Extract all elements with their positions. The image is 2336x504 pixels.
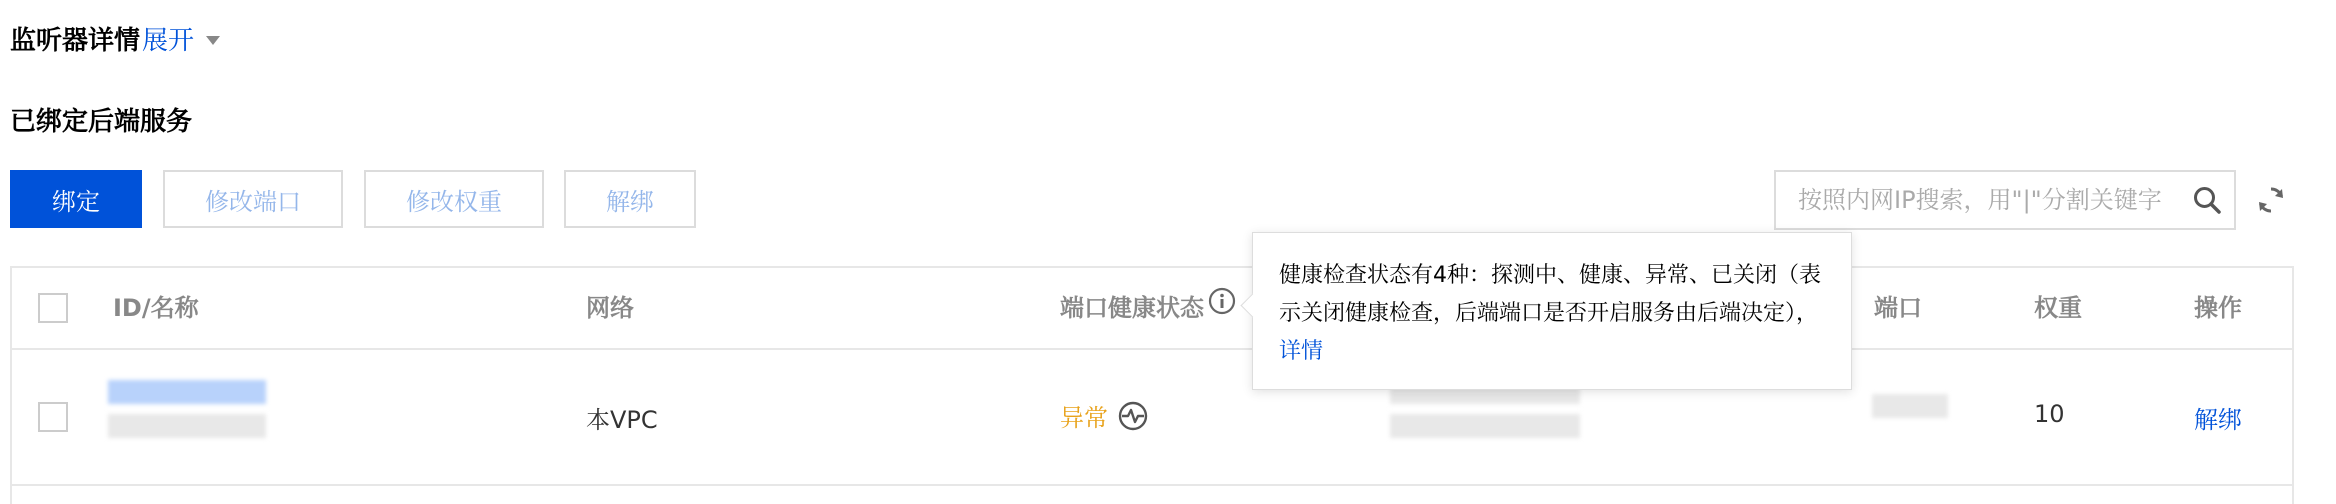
health-status-cell xyxy=(1060,398,1150,433)
column-port-health-label: 端口健康状态 xyxy=(1060,294,1204,322)
modify-weight-button[interactable]: 修改权重 xyxy=(364,170,544,228)
refresh-icon[interactable] xyxy=(2253,182,2289,218)
column-port: 端口 xyxy=(1874,294,1922,322)
redacted-instance-id[interactable] xyxy=(108,380,266,404)
modify-port-button[interactable]: 修改端口 xyxy=(163,170,343,228)
column-port-health xyxy=(1060,268,1236,348)
redacted-ip-line-2 xyxy=(1390,414,1580,438)
health-status-text: 异常 xyxy=(1060,404,1108,432)
expand-label: 展开 xyxy=(142,25,195,56)
redacted-port xyxy=(1872,394,1948,418)
redacted-instance-name xyxy=(108,414,266,438)
bind-button[interactable]: 绑定 xyxy=(10,170,142,228)
select-all-checkbox[interactable] xyxy=(38,293,68,323)
health-status-tooltip xyxy=(1252,232,1852,390)
column-action: 操作 xyxy=(2194,294,2242,322)
table-row xyxy=(12,350,2292,486)
heartbeat-icon xyxy=(1116,399,1150,433)
column-id-name: ID/名称 xyxy=(113,294,199,322)
search-input[interactable] xyxy=(1796,171,2180,229)
tooltip-text: 健康检查状态有4种：探测中、健康、异常、已关闭（表示关闭健康检查，后端端口是否开启服务由后端决定）， xyxy=(1279,263,1821,326)
table-header xyxy=(12,268,2292,350)
listener-details-header xyxy=(10,16,220,60)
listener-details-title: 监听器详情 xyxy=(10,25,141,56)
tooltip-details-link[interactable]: 详情 xyxy=(1279,339,1324,364)
bound-backend-title: 已绑定后端服务 xyxy=(10,107,193,137)
backend-table xyxy=(10,266,2294,504)
caret-down-icon xyxy=(206,36,220,45)
search-box xyxy=(1774,170,2236,230)
column-weight: 权重 xyxy=(2034,294,2082,322)
weight-cell: 10 xyxy=(2034,400,2065,428)
unbind-button[interactable]: 解绑 xyxy=(564,170,696,228)
search-icon[interactable] xyxy=(2180,172,2234,228)
row-checkbox[interactable] xyxy=(38,402,68,432)
info-icon[interactable] xyxy=(1208,267,1236,347)
row-unbind-link[interactable]: 解绑 xyxy=(2194,406,2242,434)
network-cell: 本VPC xyxy=(586,406,658,434)
column-network: 网络 xyxy=(586,294,634,322)
expand-toggle[interactable] xyxy=(142,20,220,57)
